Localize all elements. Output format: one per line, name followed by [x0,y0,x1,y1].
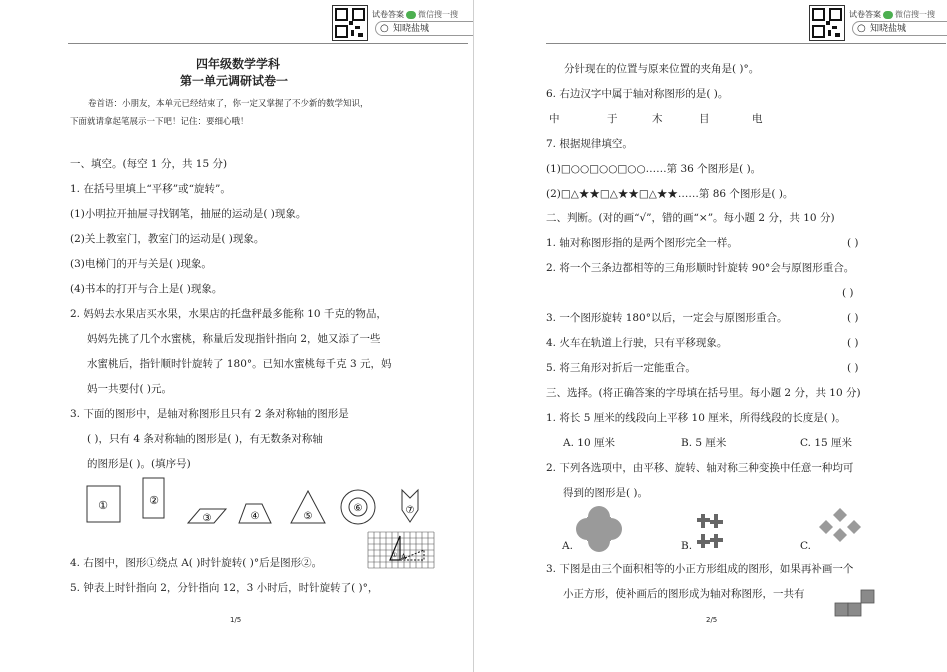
search-icon: ○ [380,23,389,34]
choice-1-option-b: B. 5 厘米 [681,437,727,449]
header-rule [546,43,946,44]
judge-2-paren: ( ) [842,287,854,299]
option-b-cross-figure [697,512,729,552]
char-5: 电 [752,113,763,125]
shape-2-label: ② [149,494,159,507]
intro-line-2: 下面就请拿起笔展示一下吧！记住：要细心哦！ [70,117,249,127]
grid-point-label: A [401,553,407,561]
choice-3-line-1: 3. 下图是由三个面积相等的小正方形组成的图形，如果再补画一个 [546,563,854,575]
header-brand: 试卷答案 微信搜一搜 [849,10,935,19]
page-1 [0,0,473,672]
page-2 [474,0,947,672]
shape-5-label: ⑤ [303,511,313,522]
option-b-label: B. [681,540,693,552]
choice-1-option-c: C. 15 厘米 [800,437,853,449]
char-4: 目 [699,113,710,125]
page-number: 1/5 [230,616,242,624]
judge-4: 4. 火车在轨道上行驶，只有平移现象。 [546,337,728,349]
question-5: 5. 钟表上时针指向 2，分针指向 12，3 小时后，时针旋转了( )°， [70,582,379,594]
judge-4-paren: ( ) [847,337,859,349]
qr-code-icon [809,5,845,41]
search-box[interactable]: ○ 知晓盐城 [852,21,947,36]
question-1-1: (1)小明拉开抽屉寻找钢笔，抽屉的运动是( )现象。 [70,208,307,220]
search-box[interactable]: ○ 知晓盐城 [375,21,473,36]
intro-line-1: 卷首语：小朋友，本单元已经结束了，你一定又掌握了不少新的数学知识， [88,99,369,109]
option-a-label: A. [562,540,573,552]
question-3-line-3: 的图形是( )。(填序号) [87,458,191,470]
judge-2: 2. 将一个三条边都相等的三角形顺时针旋转 90°会与原图形重合。 [546,262,855,274]
question-1-2: (2)关上教室门，教室门的运动是( )现象。 [70,233,265,245]
choice-1: 1. 将长 5 厘米的线段向上平移 10 厘米，所得线段的长度是( )。 [546,412,846,424]
wechat-icon [406,11,416,19]
section-1-heading: 一、填空。(每空 1 分，共 15 分) [70,158,228,170]
question-2-line-1: 2. 妈妈去水果店买水果，水果店的托盘秤最多能称 10 千克的物品， [70,308,387,320]
judge-5: 5. 将三角形对折后一定能重合。 [546,362,696,374]
choice-2-line-1: 2. 下列各选项中，由平移、旋转、轴对称三种变换中任意一种均可 [546,462,854,474]
question-3-line-2: ( )，只有 4 条对称轴的图形是( )，有无数条对称轴 [87,433,323,445]
judge-3: 3. 一个图形旋转 180°以后，一定会与原图形重合。 [546,312,788,324]
question-2-line-2: 妈妈先挑了几个水蜜桃，称量后发现指针指向 2，她又添了一些 [87,333,381,345]
header-brand: 试卷答案 微信搜一搜 [372,10,458,19]
char-1: 中 [549,113,560,125]
question-5-continued: 分针现在的位置与原来位置的夹角是( )°。 [564,63,760,75]
question-7: 7. 根据规律填空。 [546,138,633,150]
shape-3-label: ③ [202,513,212,524]
judge-1: 1. 轴对称图形指的是两个图形完全一样。 [546,237,738,249]
question-1: 1. 在括号里填上“平移”或“旋转”。 [70,183,231,195]
wechat-icon [883,11,893,19]
section-3-heading: 三、选择。(将正确答案的字母填在括号里。每小题 2 分，共 10 分) [546,387,861,399]
judge-1-paren: ( ) [847,237,859,249]
page-number: 2/5 [706,616,718,624]
option-c-diamond-figure [816,508,864,544]
question-2-line-4: 妈一共要付( )元。 [87,383,173,395]
header-rule [68,43,468,44]
section-2-heading: 二、判断。(对的画“√”，错的画“×”。每小题 2 分，共 10 分) [546,212,835,224]
rotation-grid-figure [366,530,438,572]
question-3-line-1: 3. 下面的图形中，是轴对称图形且只有 2 条对称轴的图形是 [70,408,349,420]
question-4: 4. 右图中，图形①绕点 A( )时针旋转( )°后是图形②。 [70,557,323,569]
question-2-line-3: 水蜜桃后，指针顺时针旋转了 180°。已知水蜜桃每千克 3 元，妈 [87,358,392,370]
char-2: 于 [607,113,618,125]
option-a-flower-figure [576,506,622,552]
shape-6-label: ⑥ [353,503,363,514]
char-3: 木 [652,113,663,125]
question-1-3: (3)电梯门的开与关是( )现象。 [70,258,212,270]
search-icon: ○ [857,23,866,34]
shape-1-label: ① [98,499,108,512]
qr-code-icon [332,5,368,41]
choice-3-line-2: 小正方形，使补画后的图形成为轴对称图形，一共有 [563,588,805,600]
question-6: 6. 右边汉字中属于轴对称图形的是( )。 [546,88,729,100]
question-7-1: (1)□○○□○○□○○……第 36 个图形是( )。 [546,163,762,175]
title-subject: 四年级数学学科 [196,57,281,71]
choice-1-option-a: A. 10 厘米 [563,437,615,449]
question-7-2: (2)□△★★□△★★□△★★……第 86 个图形是( )。 [546,188,794,200]
question-1-4: (4)书本的打开与合上是( )现象。 [70,283,223,295]
title-exam: 第一单元调研试卷一 [180,74,289,88]
three-squares-figure [834,588,876,618]
judge-5-paren: ( ) [847,362,859,374]
grid-shape-number: ① [392,552,398,559]
shape-4-label: ④ [250,511,260,522]
shape-7-label: ⑦ [405,505,415,516]
choice-2-line-2: 得到的图形是( )。 [563,487,649,499]
option-c-label: C. [800,540,811,552]
shapes-figure [80,476,440,528]
judge-3-paren: ( ) [847,312,859,324]
